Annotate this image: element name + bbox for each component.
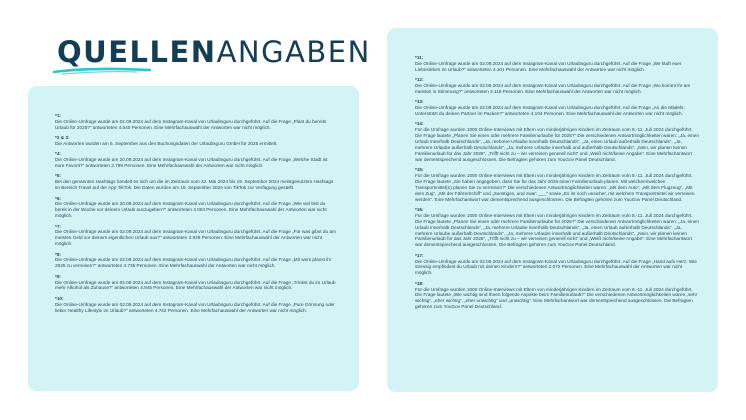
title-underline-stroke	[52, 66, 152, 76]
source-note-ref: *16:	[415, 206, 424, 212]
source-note-text: Für die Umfrage wurden 1000 Online-Interviews mit Eltern von minderjährigen Kindern im Zeitraum vom 8.-11. Juli 2024 durchgeführt. Die Frage lautete „Planen Sie einen oder mehrere Familienurlaube für 2025?“ Die verschiedenen Antwortmöglichkeiten waren: „Ja, einen Urlaub innerhalb Deutschlands“, „Ja, mehrere Urlaube innerhalb Deutschlands“, „Ja, einen Urlaub außerhalb Deutschlands“, „Ja, mehrere Urlaube außerhalb Deutschlands“, „Ja, mehrere Urlaube innerhalb und außerhalb Deutschlands“, „Nein, wir planen keinen Familienurlaub für das Jahr 2025“, „Trifft nicht zu – wir verreisen generell nicht“ und „Weiß nicht/keine Angabe“. Eine Mehrfachantwort war dementsprechend ausgeschlossen. Die Befragten gehören zum YouGov Panel Deutschland.	[415, 212, 700, 248]
source-note-text: Die Online-Umfrage wurde am 02.09.2024 auf dem Instagram-Kanal von Urlaubsguru durchgeführt. Auf die Frage „Wo kommt ihr am meisten in Stimmung?“ antworteten 3.119 Personen. Eine Mehrfachauswahl der Antworten war nicht möglich.	[415, 83, 691, 94]
source-note-ref: *14:	[415, 121, 424, 127]
source-note-text: Die Online-Umfrage wurde am 20.09.2024 auf dem Instagram-Kanal von Urlaubsguru durchgeführt. Auf die Frage „Welche Stadt ist eure Favorit?“ antworteten 2.789 Personen. Eine Mehrfachauswahl der Antworten war nicht möglich.	[55, 157, 328, 169]
source-note	[415, 77, 699, 95]
source-note-ref: *11:	[415, 55, 424, 60]
source-note-ref: *5:	[55, 173, 61, 179]
source-note-ref: *10:	[55, 295, 64, 301]
source-note-text: Bei den genannten Hashtags handelt es sich um die im Zeitraum vom 22. Mai 2024 bis 19. September 2024 meistgenutzten Hashtags im Bereich Travel auf der App TikTok. Die Daten wurden am 19. September 2024 von TikTok zur Verfügung gestellt.	[55, 179, 334, 191]
source-note	[55, 113, 338, 131]
source-note-text: Die Online-Umfrage wurde am 02.09.2024 auf dem Instagram-Kanal von Urlaubsguru durchgeführt. Auf die Frage „Trinkst du im Urlaub mehr Alkohol als Zuhause?“ antworteten 4.945 Personen. Eine Mehrfachauswahl der Antworten war nicht möglich.	[55, 279, 336, 291]
source-note	[55, 151, 338, 169]
source-note-ref: *8:	[55, 251, 61, 257]
source-note	[415, 167, 699, 202]
source-note-text: Die Online-Umfrage wurde am 02.09.2024 auf dem Instagram-Kanal von Urlaubsguru durchgeführt. Auf die Frage „Mit wem planst ihr 2025 zu verreisen?“ antworteten 4.735 Personen. Eine Mehrfachauswahl der Antworten war nicht möglich.	[55, 257, 332, 269]
sources-list-right	[415, 55, 699, 315]
source-note	[415, 121, 699, 162]
source-note	[415, 55, 699, 73]
sources-card-right	[387, 28, 718, 392]
source-note	[55, 274, 338, 292]
source-note	[55, 135, 338, 147]
source-note-text: Die Antworten wurden am 5. September aus den Buchungsdaten der Urlaubsguru GmbH für 2025 ermittelt.	[55, 141, 278, 147]
source-note-text: Die Online-Umfrage wurde am 02.09.2024 auf dem Instagram-Kanal von Urlaubsguru durchgeführt. Auf die Frage „Pure Gönnung oder lieber Healthy Lifestyle im Urlaub?“ antworteten 4.742 Personen. Eine Mehrfachauswahl der Antworten war nicht möglich.	[55, 301, 335, 313]
source-note-ref: *2 & 3:	[55, 135, 70, 141]
source-note	[55, 252, 338, 270]
source-note-text: Die Online-Umfrage wurde am 20.09.2024 auf dem Instagram-Kanal von Urlaubsguru durchgeführt. Auf die Frage „Wie viel bist du bereit in der Woche vor deinem Urlaub auszugeben?“ antworteten 4.063 Personen. Eine Mehrfachauswahl der Antworten war nicht möglich.	[55, 201, 327, 219]
source-note-ref: *17:	[415, 252, 424, 258]
source-note	[415, 207, 699, 248]
source-note-text: Die Online-Umfrage wurde am 02.09.2024 auf dem Instagram-Kanal von Urlaubsguru durchgeführt. Auf die Frage „Für was gibst du am meisten Geld vor deinem eigentlichen Urlaub aus?“ antworteten 3.939 Personen. Eine Mehrfachauswahl der Antworten war nicht möglich.	[55, 229, 336, 247]
source-note	[415, 281, 699, 311]
source-note-text: Für die Umfrage wurden 1000 Online-Interviews mit Eltern von minderjährigen Kindern im Zeitraum vom 8.-11. Juli 2024 durchgeführt. Die Frage lautete „Planen Sie einen oder mehrere Familienurlaube für 2025?“ Die verschiedenen Antwortmöglichkeiten waren: „Ja, einen Urlaub innerhalb Deutschlands“, „Ja, mehrere Urlaube innerhalb Deutschlands“, „Ja, einen Urlaub außerhalb Deutschlands“, „Ja, mehrere Urlaube außerhalb Deutschlands“, „Ja, mehrere Urlaube innerhalb und außerhalb Deutschlands“, „Nein, wir planen keinen Familienurlaub für das Jahr 2025“, „Trifft nicht zu – wir verreisen generell nicht“ und „Weiß nicht/keine Angabe“. Eine Mehrfachantwort war dementsprechend ausgeschlossen. Die Befragten gehören zum YouGov Panel Deutschland.	[415, 127, 700, 162]
source-note-ref: *4:	[55, 151, 61, 157]
source-note-text: Die Online-Umfrage wurde am 02.09.2024 auf dem Instagram-Kanal von Urlaubsguru durchgeführt. Auf die Frage „An die Mädels: Unterstützt du deinen Partner im Packen?“ antworteten 4.104 Personen. Eine Mehrfachauswahl der Antworten war nicht möglich.	[415, 105, 685, 117]
source-note-ref: *1:	[55, 113, 61, 118]
title-part-2: ANGABEN	[216, 35, 371, 69]
page-title	[57, 35, 371, 69]
source-note-text: Die Online-Umfrage wurde am 02.09.2024 auf dem Instagram-Kanal von Urlaubsguru durchgeführt. Auf die Frage „Hand aufs Herz: Wie stressig empfindest du Urlaub mit deinen Kindern?“ antworteten 2.072 Personen. Eine Mehrfachauswahl der Antworten war nicht möglich.	[415, 258, 697, 276]
sources-card-left	[28, 86, 359, 391]
source-note-text: Die Online-Umfrage wurde am 02.09.2024 auf dem Instagram-Kanal von Urlaubsguru durchgeführt. Auf die Frage „Plant du bereits Urlaub für 2025?“ antworteten 4.540 Personen. Eine Mehrfachauswahl der Antworten war nicht möglich.	[55, 118, 327, 130]
source-note-ref: *9:	[55, 273, 61, 279]
source-note	[55, 196, 338, 220]
source-note-ref: *6:	[55, 195, 61, 201]
source-note-ref: *13:	[415, 99, 424, 105]
source-note-ref: *12:	[415, 77, 424, 83]
source-note-ref: *15:	[415, 167, 424, 173]
source-note-ref: *18:	[415, 280, 424, 286]
source-note	[55, 296, 338, 314]
source-note-text: Die Online-Umfrage wurde am 02.09.2024 auf dem Instagram-Kanal von Urlaubsguru durchgeführt. Auf die Frage „We läuft euer Liebesleben im Urlaub?“ antworteten 4.101 Personen. Eine Mehrfachauswahl der Antworten war nicht möglich.	[415, 60, 682, 72]
source-note	[415, 253, 699, 277]
source-note-ref: *7:	[55, 223, 61, 229]
source-note-text: Für die Umfrage wurden 1000 Online-Interviews mit Eltern von minderjährigen Kindern im Zeitraum vom 8.-11. Juli 2024 durchgeführt. Die Frage lautete „Wie wichtig sind Ihnen folgende Aspekte beim Familienurlaub?“ Die verschiedenen Antwortmöglichkeiten waren „sehr wichtig“, „eher wichtig“, „eher unwichtig“ und „unwichtig“. Eine Mehrfachantwort war dementsprechend ausgeschlossen. Die Befragten gehören zum YouGov Panel Deutschland.	[415, 286, 698, 310]
source-note-text: Für die Umfrage wurden 1000 Online-Interviews mit Eltern von minderjährigen Kindern im Zeitraum vom 8.-11. Juli 2024 durchgeführt. Die Frage lautete „Sie haben angegeben, dass Sie für das Jahr 2025 einen Familienurlaub planen. Mit welchem/welchen Transportmittel(n) planen Sie zu verreisen?“ Die verschiedenen Antwortmöglichkeiten waren: „Mit dem Auto“, „Mit dem Flugzeug“, „Mit dem Zug“, „Mit der Fähre/Schiff“ und „Sonstiges, und zwar: ___“ sowie „Es ist noch unsicher, mit welchem Transportmittel wir verreisen werden“. Eine Mehrfachantwort war dementsprechend ausgeschlossen. Die Befragten gehören zum YouGov Panel Deutschland.	[415, 172, 695, 202]
source-note	[55, 224, 338, 248]
sources-list-left	[55, 113, 338, 318]
source-note	[415, 99, 699, 117]
title-part-1: QUELLEN	[57, 35, 217, 69]
source-note	[55, 173, 338, 191]
